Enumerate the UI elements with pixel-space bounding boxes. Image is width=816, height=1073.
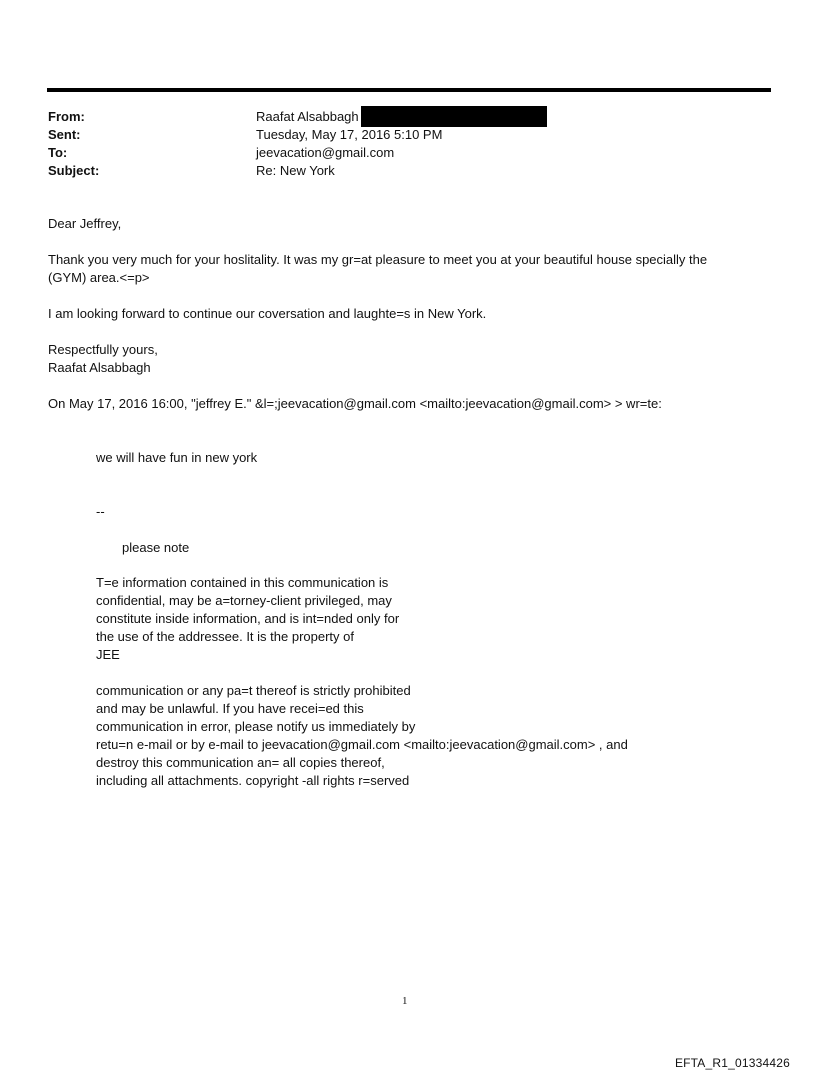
paragraph-1-line-1: Thank you very much for your hoslitality. It was my gr=at pleasure to meet you at your beautiful house specially the	[48, 252, 708, 267]
signature-separator: --	[96, 504, 105, 519]
sent-value: Tuesday, May 17, 2016 5:10 PM	[256, 127, 443, 142]
disclaimer-line: the use of the addressee. It is the property of	[96, 629, 354, 644]
disclaimer-line: destroy this communication an= all copies thereof,	[96, 755, 385, 770]
disclaimer-line: including all attachments. copyright -all rights r=served	[96, 773, 410, 788]
from-label: From:	[48, 109, 85, 124]
from-value: Raafat Alsabbagh	[256, 109, 359, 124]
sent-label: Sent:	[48, 127, 81, 142]
redaction-block	[361, 106, 547, 127]
disclaimer-line: confidential, may be a=torney-client privileged, may	[96, 593, 392, 608]
disclaimer-line: and may be unlawful. If you have recei=ed this	[96, 701, 364, 716]
to-label: To:	[48, 145, 68, 160]
header-rule	[47, 88, 771, 92]
document-id: EFTA_R1_01334426	[674, 1056, 790, 1070]
disclaimer-line: retu=n e-mail or by e-mail to jeevacation@gmail.com <mailto:jeevacation@gmail.com> , and	[96, 737, 628, 752]
please-note: please note	[122, 540, 190, 555]
quote-intro: On May 17, 2016 16:00, "jeffrey E." &l=;jeevacation@gmail.com <mailto:jeevacation@gmail.com> > wr=te:	[48, 396, 662, 411]
paragraph-1-line-2: (GYM) area.<=p>	[48, 270, 150, 285]
to-value: jeevacation@gmail.com	[256, 145, 395, 160]
disclaimer-line: JEE	[96, 647, 120, 662]
signature: Raafat Alsabbagh	[48, 360, 151, 375]
subject-label: Subject:	[48, 163, 100, 178]
page-number: 1	[402, 995, 408, 1007]
subject-value: Re: New York	[256, 163, 335, 178]
disclaimer-line: communication or any pa=t thereof is strictly prohibited	[96, 683, 411, 698]
disclaimer-line: communication in error, please notify us immediately by	[96, 719, 416, 734]
disclaimer-line: constitute inside information, and is int=nded only for	[96, 611, 400, 626]
paragraph-2: I am looking forward to continue our coversation and laughte=s in New York.	[48, 306, 487, 321]
greeting: Dear Jeffrey,	[48, 216, 122, 231]
disclaimer-line: T=e information contained in this communication is	[96, 575, 389, 590]
quoted-message: we will have fun in new york	[96, 450, 258, 465]
closing: Respectfully yours,	[48, 342, 158, 357]
